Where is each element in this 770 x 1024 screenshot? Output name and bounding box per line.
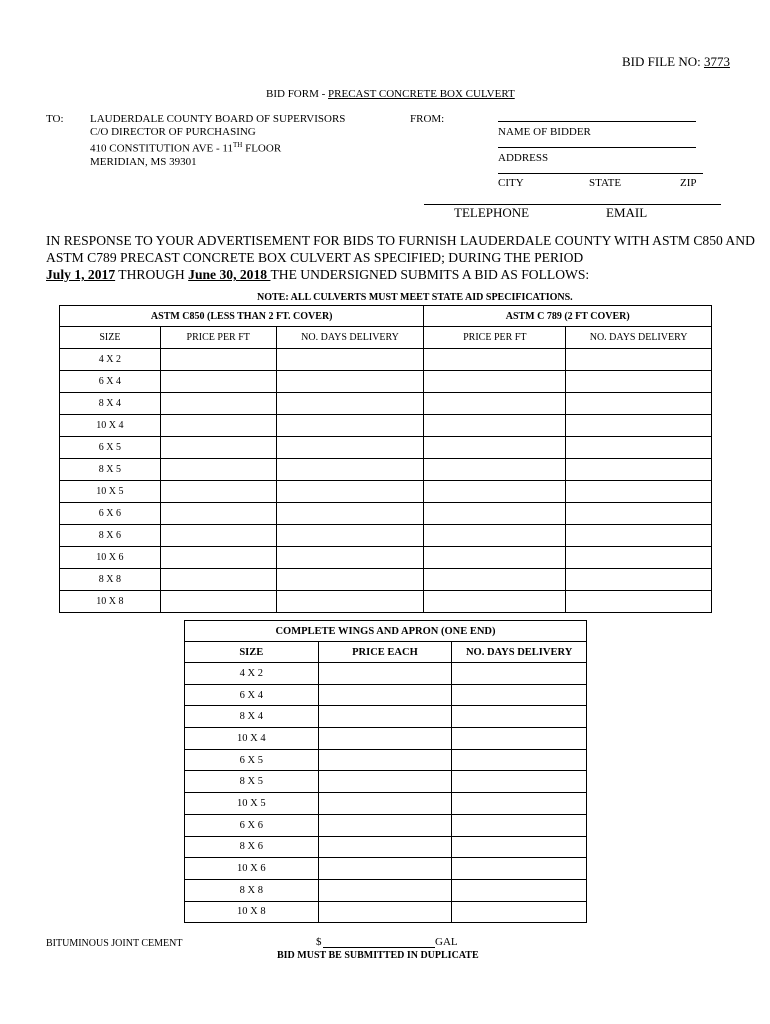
culvert-row [60, 481, 712, 503]
c789-days-cell[interactable] [566, 349, 712, 371]
culvert-row [60, 393, 712, 415]
wings-price-cell[interactable] [318, 728, 452, 750]
to-line4: MERIDIAN, MS 39301 [90, 155, 197, 168]
telephone-label: TELEPHONE [454, 205, 530, 220]
form-title-text: PRECAST CONCRETE BOX CULVERT [328, 88, 515, 100]
specification-note: NOTE: ALL CULVERTS MUST MEET STATE AID SPECIFICATIONS. [257, 292, 573, 303]
culvert-size-cell: 8 X 4 [60, 393, 161, 415]
culvert-size-cell: 6 X 4 [60, 371, 161, 393]
c789-price-cell[interactable] [424, 459, 566, 481]
wings-price-cell[interactable] [318, 814, 452, 836]
wings-apron-table [184, 620, 587, 923]
culvert-row [60, 349, 712, 371]
c850-price-cell[interactable] [160, 459, 276, 481]
to-line1: LAUDERDALE COUNTY BOARD OF SUPERVISORS [90, 113, 346, 125]
period-through: THROUGH [115, 267, 189, 282]
wings-price-cell[interactable] [318, 663, 452, 685]
c789-price-cell[interactable] [424, 415, 566, 437]
wings-col-price-header: PRICE EACH [318, 642, 452, 663]
c850-days-cell[interactable] [276, 569, 424, 591]
c789-days-cell[interactable] [566, 525, 712, 547]
col-c850-days-header: NO. DAYS DELIVERY [276, 327, 424, 349]
culvert-size-cell: 8 X 6 [60, 525, 161, 547]
c850-days-cell[interactable] [276, 349, 424, 371]
wings-size-cell: 6 X 6 [185, 814, 319, 836]
culvert-row [60, 459, 712, 481]
c850-price-cell[interactable] [160, 503, 276, 525]
wings-size-cell: 8 X 5 [185, 771, 319, 793]
c789-price-cell[interactable] [424, 393, 566, 415]
c850-price-cell[interactable] [160, 547, 276, 569]
culvert-size-cell: 8 X 8 [60, 569, 161, 591]
c850-days-cell[interactable] [276, 459, 424, 481]
wings-price-cell[interactable] [318, 749, 452, 771]
culvert-size-cell: 6 X 6 [60, 503, 161, 525]
c850-price-cell[interactable] [160, 591, 276, 613]
c850-price-cell[interactable] [160, 349, 276, 371]
to-line3 [90, 139, 345, 156]
wings-row [185, 793, 587, 815]
wings-days-cell[interactable] [452, 793, 587, 815]
wings-days-cell[interactable] [452, 814, 587, 836]
wings-row [185, 684, 587, 706]
c789-price-cell[interactable] [424, 371, 566, 393]
wings-size-cell: 8 X 6 [185, 836, 319, 858]
intro-line3-suffix: THE UNDERSIGNED SUBMITS A BID AS FOLLOWS: [270, 267, 590, 282]
wings-days-cell[interactable] [452, 749, 587, 771]
wings-col-days-header: NO. DAYS DELIVERY [452, 642, 587, 663]
c850-days-cell[interactable] [276, 503, 424, 525]
wings-days-cell[interactable] [452, 901, 587, 923]
wings-days-cell[interactable] [452, 728, 587, 750]
form-title-prefix: BID FORM - [266, 88, 329, 100]
c789-price-cell[interactable] [424, 569, 566, 591]
period-start: July 1, 2017 [46, 267, 116, 282]
culvert-size-cell: 10 X 8 [60, 591, 161, 613]
c850-days-cell[interactable] [276, 525, 424, 547]
c850-price-cell[interactable] [160, 415, 276, 437]
culvert-row [60, 525, 712, 547]
state-label: STATE [589, 177, 622, 189]
intro-paragraph [46, 232, 755, 283]
wings-size-cell: 8 X 8 [185, 879, 319, 901]
to-line3-sup: TH [233, 141, 243, 149]
c789-days-cell[interactable] [566, 371, 712, 393]
dollar-sign: $ [316, 936, 322, 948]
wings-days-cell[interactable] [452, 858, 587, 880]
c789-price-cell[interactable] [424, 591, 566, 613]
wings-size-cell: 6 X 5 [185, 749, 319, 771]
col-c789-days-header: NO. DAYS DELIVERY [566, 327, 712, 349]
wings-days-cell[interactable] [452, 771, 587, 793]
col-c850-price-header: PRICE PER FT [160, 327, 276, 349]
culvert-row [60, 437, 712, 459]
email-label: EMAIL [606, 205, 648, 220]
wings-days-cell[interactable] [452, 879, 587, 901]
culvert-size-cell: 10 X 5 [60, 481, 161, 503]
culvert-row [60, 569, 712, 591]
intro-line3 [46, 266, 736, 283]
c850-days-cell[interactable] [276, 415, 424, 437]
from-label: FROM: [410, 113, 445, 125]
wings-price-cell[interactable] [318, 901, 452, 923]
astm-c850-group-header: ASTM C850 (LESS THAN 2 FT. COVER) [60, 306, 424, 327]
wings-size-cell: 10 X 5 [185, 793, 319, 815]
c789-price-cell[interactable] [424, 481, 566, 503]
to-label: TO: [46, 113, 64, 125]
wings-price-cell[interactable] [318, 684, 452, 706]
wings-price-cell[interactable] [318, 793, 452, 815]
wings-price-cell[interactable] [318, 706, 452, 728]
c850-days-cell[interactable] [276, 393, 424, 415]
wings-size-cell: 8 X 4 [185, 706, 319, 728]
gallon-unit: GAL [435, 936, 458, 948]
culvert-size-cell: 6 X 5 [60, 437, 161, 459]
col-size-header: SIZE [60, 327, 161, 349]
wings-size-cell: 10 X 8 [185, 901, 319, 923]
c850-days-cell[interactable] [276, 437, 424, 459]
c850-price-cell[interactable] [160, 393, 276, 415]
c789-days-cell[interactable] [566, 415, 712, 437]
c850-days-cell[interactable] [276, 371, 424, 393]
wings-row [185, 706, 587, 728]
culvert-group-header-row [60, 306, 712, 327]
c789-price-cell[interactable] [424, 349, 566, 371]
culvert-price-table [59, 305, 712, 613]
c789-days-cell[interactable] [566, 547, 712, 569]
wings-table-title: COMPLETE WINGS AND APRON (ONE END) [185, 621, 587, 642]
wings-row [185, 728, 587, 750]
c850-price-cell[interactable] [160, 481, 276, 503]
culvert-size-cell: 10 X 4 [60, 415, 161, 437]
city-state-zip-line[interactable] [498, 173, 703, 174]
name-of-bidder-line[interactable] [498, 121, 696, 122]
c850-price-cell[interactable] [160, 371, 276, 393]
intro-line2: ASTM C789 PRECAST CONCRETE BOX CULVERT AS SPECIFIED; DURING THE PERIOD [46, 250, 584, 265]
address-label: ADDRESS [498, 152, 549, 164]
wings-row [185, 879, 587, 901]
intro-line1: IN RESPONSE TO YOUR ADVERTISEMENT FOR BIDS TO FURNISH LAUDERDALE COUNTY WITH ASTM C850 AND [46, 233, 755, 248]
col-c789-price-header: PRICE PER FT [424, 327, 566, 349]
name-of-bidder-label: NAME OF BIDDER [498, 126, 591, 138]
wings-size-cell: 10 X 4 [185, 728, 319, 750]
c789-price-cell[interactable] [424, 437, 566, 459]
wings-row [185, 836, 587, 858]
to-line3-suffix: FLOOR [242, 142, 282, 155]
form-title [266, 88, 515, 100]
c789-price-cell[interactable] [424, 547, 566, 569]
c789-price-cell[interactable] [424, 503, 566, 525]
wings-price-cell[interactable] [318, 771, 452, 793]
bid-file-number [622, 54, 730, 70]
wings-price-cell[interactable] [318, 879, 452, 901]
city-label: CITY [498, 177, 524, 189]
culvert-row [60, 371, 712, 393]
culvert-row [60, 503, 712, 525]
wings-row [185, 814, 587, 836]
c789-days-cell[interactable] [566, 393, 712, 415]
wings-days-cell[interactable] [452, 684, 587, 706]
culvert-size-cell: 10 X 6 [60, 547, 161, 569]
wings-column-header-row [185, 642, 587, 663]
wings-price-cell[interactable] [318, 858, 452, 880]
wings-col-size-header: SIZE [185, 642, 319, 663]
c789-days-cell[interactable] [566, 481, 712, 503]
wings-row [185, 901, 587, 923]
c850-price-cell[interactable] [160, 437, 276, 459]
period-end: June 30, 2018 [188, 267, 271, 282]
wings-row [185, 858, 587, 880]
wings-days-cell[interactable] [452, 836, 587, 858]
culvert-row [60, 591, 712, 613]
c850-price-cell[interactable] [160, 569, 276, 591]
bid-file-label: BID FILE NO: [622, 54, 704, 69]
wings-size-cell: 6 X 4 [185, 684, 319, 706]
to-address [90, 113, 345, 169]
bituminous-cement-label: BITUMINOUS JOINT CEMENT [46, 938, 183, 949]
culvert-column-header-row [60, 327, 712, 349]
wings-row [185, 749, 587, 771]
zip-label: ZIP [680, 177, 697, 189]
wings-price-cell[interactable] [318, 836, 452, 858]
culvert-size-cell: 4 X 2 [60, 349, 161, 371]
wings-row [185, 771, 587, 793]
c789-days-cell[interactable] [566, 569, 712, 591]
to-line2: C/O DIRECTOR OF PURCHASING [90, 126, 256, 138]
c789-price-cell[interactable] [424, 525, 566, 547]
c789-days-cell[interactable] [566, 591, 712, 613]
c850-days-cell[interactable] [276, 547, 424, 569]
c789-days-cell[interactable] [566, 503, 712, 525]
c850-days-cell[interactable] [276, 591, 424, 613]
bid-file-value: 3773 [703, 54, 730, 69]
culvert-row [60, 547, 712, 569]
wings-row [185, 663, 587, 685]
c789-days-cell[interactable] [566, 459, 712, 481]
c850-price-cell[interactable] [160, 525, 276, 547]
wings-size-cell: 4 X 2 [185, 663, 319, 685]
cement-price-line[interactable] [323, 947, 435, 948]
duplicate-notice: BID MUST BE SUBMITTED IN DUPLICATE [277, 950, 479, 961]
wings-days-cell[interactable] [452, 663, 587, 685]
c789-days-cell[interactable] [566, 437, 712, 459]
culvert-row [60, 415, 712, 437]
astm-c789-group-header: ASTM C 789 (2 FT COVER) [424, 306, 712, 327]
culvert-size-cell: 8 X 5 [60, 459, 161, 481]
wings-size-cell: 10 X 6 [185, 858, 319, 880]
wings-days-cell[interactable] [452, 706, 587, 728]
c850-days-cell[interactable] [276, 481, 424, 503]
to-line3-prefix: 410 CONSTITUTION AVE - 11 [90, 142, 233, 155]
address-line[interactable] [498, 147, 696, 148]
wings-title-row [185, 621, 587, 642]
